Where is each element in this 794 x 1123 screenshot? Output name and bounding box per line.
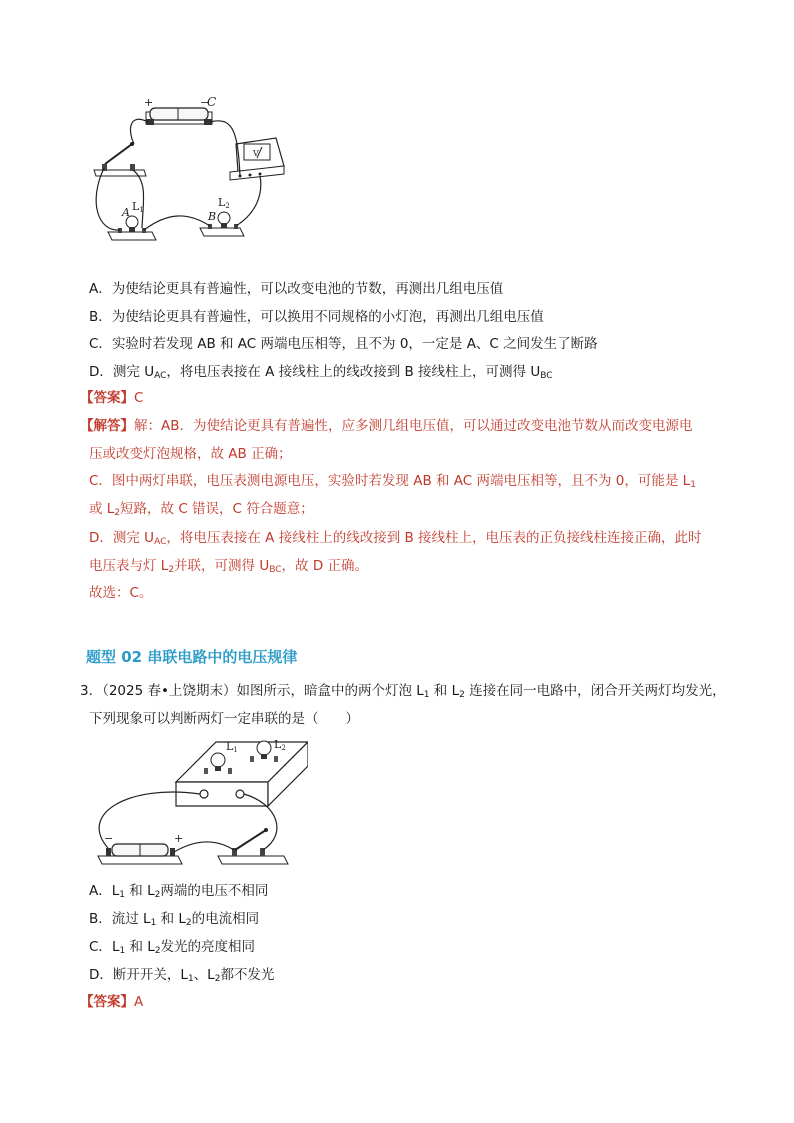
circuit-figure-voltmeter <box>88 92 308 252</box>
darkbox-battery-plus: + <box>174 832 184 845</box>
battery-plus-label: + <box>144 96 154 109</box>
section-title: 题型 02 串联电路中的电压规律 <box>86 648 298 666</box>
q2-option-a: A．为使结论更具有普遍性，可以改变电池的节数，再测出几组电压值 <box>89 281 504 297</box>
q2-analysis-line4: 或 $L_2$短路，故 C 错误，C 符合题意； <box>89 501 314 518</box>
q3-option-d: D．断开开关，$L_1$、$L_2$都不发光 <box>89 967 275 984</box>
q2-analysis-line2: 压或改变灯泡规格，故 AB 正确； <box>89 446 292 462</box>
circuit-figure-darkbox <box>88 734 308 874</box>
q2-analysis-conclusion: 故选：C。 <box>89 585 153 601</box>
q2-analysis-line3: C．图中两灯串联，电压表测电源电压，实验时若发现 AB 和 AC 两端电压相等，且不为 0，可能是 $L_1$ <box>89 473 696 490</box>
point-b-label: B <box>208 210 217 223</box>
q3-stem-line1: 3．（2025 春•上饶期末）如图所示，暗盒中的两个灯泡 $L_1$ 和 $L_2$ 连接在同一电路中，闭合开关两灯均发光， <box>80 683 726 700</box>
point-a-label: A <box>122 206 130 219</box>
q2-analysis-line6: 电压表与灯 $L_2$并联，可测得 $U_{BC}$，故 D 正确。 <box>89 558 369 575</box>
voltmeter <box>230 138 284 180</box>
q3-option-a: A．$L_1$ 和 $L_2$两端的电压不相同 <box>89 883 269 900</box>
darkbox-battery-minus: − <box>104 832 114 845</box>
battery-minus-label: − <box>200 96 210 109</box>
darkbox-l2-label: L2 <box>274 738 286 752</box>
battery <box>146 108 212 125</box>
voltmeter-v-label: V <box>253 149 259 158</box>
q3-stem-line2: 下列现象可以判断两灯一定串联的是（ ） <box>89 711 359 727</box>
q2-analysis-line5: D．测完 $U_{AC}$，将电压表接在 A 接线柱上的线改接到 B 接线柱上，电压表的正负接线柱连接正确，此时 <box>89 530 702 547</box>
q2-option-d: D．测完 $U_{AC}$，将电压表接在 A 接线柱上的线改接到 B 接线柱上，可测得 $U_{BC}$ <box>89 364 553 381</box>
point-c-label: C <box>207 95 217 109</box>
dark-box <box>176 742 308 806</box>
lamp-l1 <box>108 216 156 240</box>
q3-option-c: C．$L_1$ 和 $L_2$发光的亮度相同 <box>89 939 256 956</box>
q2-option-b: B．为使结论更具有普遍性，可以换用不同规格的小灯泡，再测出几组电压值 <box>89 309 544 325</box>
lamp-l2-label: L2 <box>218 196 230 210</box>
q3-answer: 【答案】A <box>80 994 144 1010</box>
q2-answer: 【答案】C <box>80 390 144 406</box>
lamp-l1-label: L1 <box>132 200 144 214</box>
q2-option-c: C．实验时若发现 AB 和 AC 两端电压相等，且不为 0，一定是 A、C 之间发生了断路 <box>89 336 598 352</box>
darkbox-battery <box>98 844 182 864</box>
darkbox-l1-label: L1 <box>226 740 238 754</box>
darkbox-switch <box>218 828 288 864</box>
q2-analysis-line1: 【解答】解：AB．为使结论更具有普遍性，应多测几组电压值，可以通过改变电池节数从而改变电源电 <box>80 418 693 434</box>
q3-option-b: B．流过 $L_1$ 和 $L_2$的电流相同 <box>89 911 260 928</box>
switch <box>94 142 146 176</box>
